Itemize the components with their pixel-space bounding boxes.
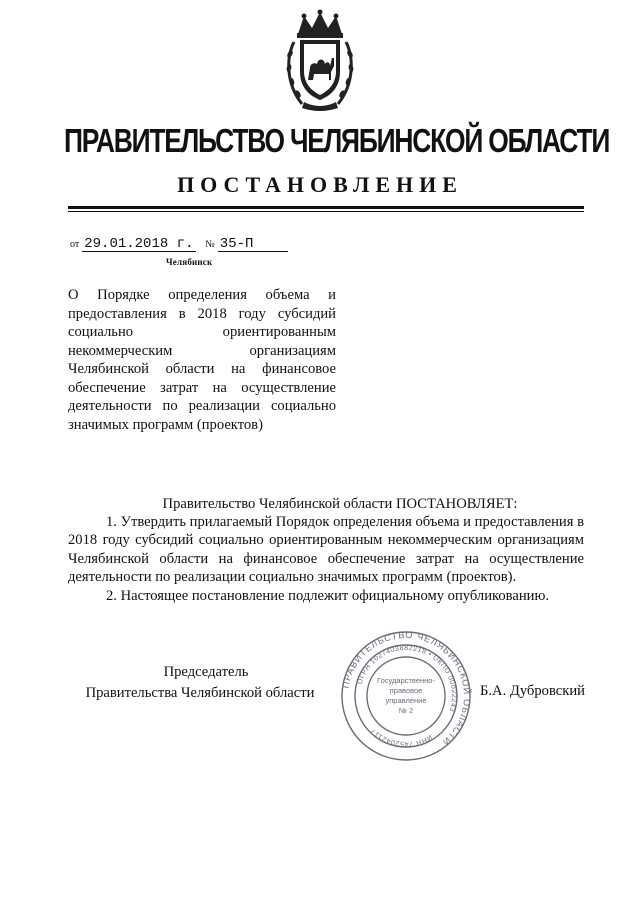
signatory-name: Б.А. Дубровский — [480, 683, 585, 699]
seal-center-line-1: Государственно- — [377, 676, 435, 685]
official-seal-stamp — [340, 630, 472, 762]
document-subject: О Порядке определения объема и предоставления в 2018 году субсидий социально ориентированным некоммерческим организациям Челябинской области на финансовое обеспечение затрат на осуществление деятельности по реализации социально значимых программ (проектов) — [68, 287, 336, 433]
document-date: 29.01.2018 г. — [82, 237, 196, 252]
document-number: 35-П — [218, 237, 288, 252]
seal-center-line-4: № 2 — [398, 706, 414, 715]
header-rule-thin — [68, 211, 584, 212]
seal-inner-codes: ОГРН 1027403882218 • ОКПО 00022243 — [356, 644, 458, 713]
seal-bottom-text: ИНН 7452042117 — [369, 726, 434, 748]
number-prefix: № — [205, 239, 215, 250]
document-type-heading: ПОСТАНОВЛЕНИЕ — [177, 172, 463, 197]
signatory-title-line-1: Председатель — [163, 664, 249, 680]
resolution-item-2: 2. Настоящее постановление подлежит официальному опубликованию. — [106, 587, 550, 604]
date-prefix: от — [70, 239, 80, 250]
date-number-line — [70, 236, 288, 258]
resolution-preamble: Правительство Челябинской области ПОСТАНОВЛЯЕТ: — [162, 496, 518, 512]
seal-center-line-3: управление — [385, 696, 427, 705]
organization-title: ПРАВИТЕЛЬСТВО ЧЕЛЯБИНСКОЙ ОБЛАСТИ — [64, 122, 610, 159]
header-rule-thick — [68, 206, 584, 209]
signatory-title-line-2: Правительства Челябинской области — [85, 685, 315, 701]
seal-outer-text: ПРАВИТЕЛЬСТВО ЧЕЛЯБИНСКОЙ ОБЛАСТИ — [340, 630, 472, 748]
resolution-item-1: 1. Утвердить прилагаемый Порядок определения объема и предоставления в 2018 году субсидий социально ориентированным некоммерческим организациям Челябинской области на финансовое обеспечение затрат на осуществление деятельности по реализации социально значимых программ (проектов). — [68, 514, 584, 586]
city-label: Челябинск — [166, 257, 213, 267]
seal-center-line-2: правовое — [389, 686, 423, 695]
resolution-body — [68, 513, 584, 605]
coat-of-arms-emblem — [284, 8, 356, 112]
